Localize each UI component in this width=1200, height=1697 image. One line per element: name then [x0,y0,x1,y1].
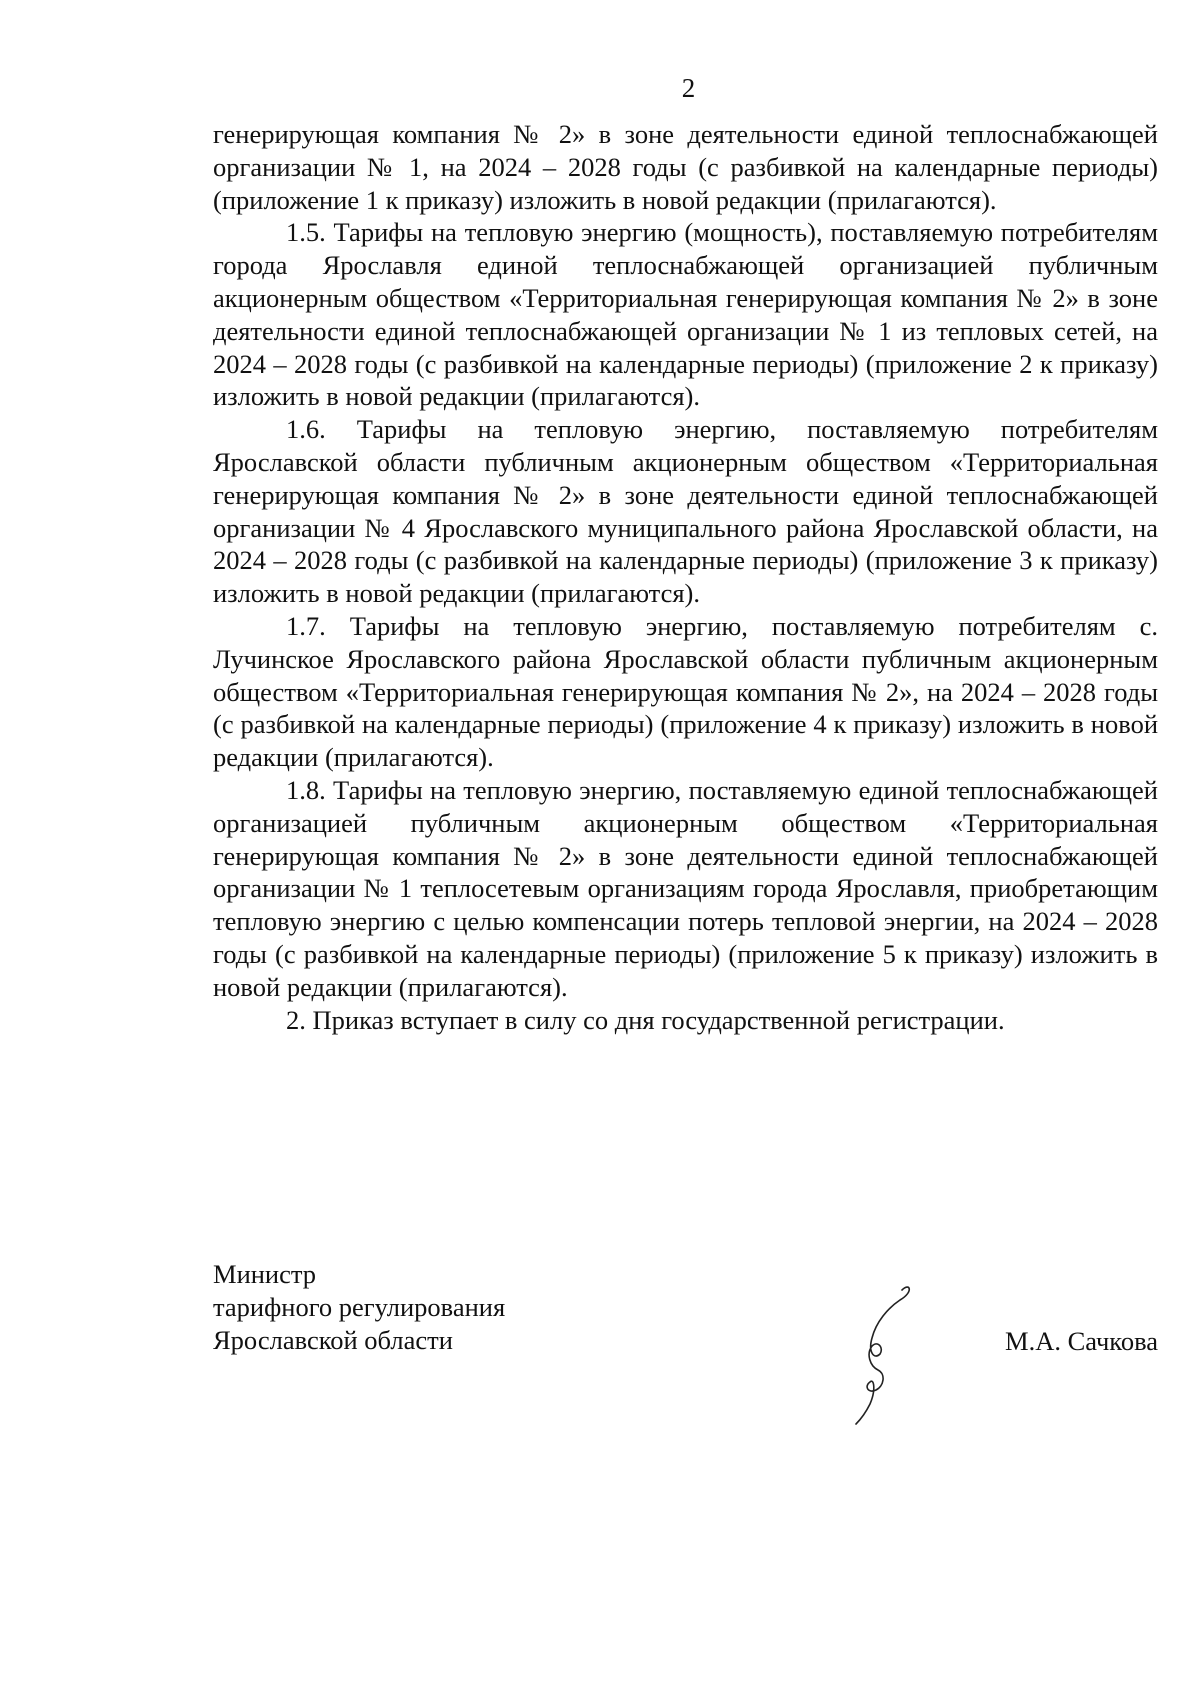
signatory-position-line-2: тарифного регулирования [213,1291,506,1322]
paragraph-1-5: 1.5. Тарифы на тепловую энергию (мощность), поставляемую потребителям города Ярославля единой теплоснабжающей организацией публичным акционерным обществом «Территориальная генерирующая компания № 2» в зоне деятельности единой теплоснабжающей организации № 1 из тепловых сетей, на 2024 – 2028 годы (с разбивкой на календарные периоды) (приложение 2 к приказу) изложить в новой редакции (прилагаются). [213,217,1158,412]
signatory-name: М.А. Сачкова [1005,1326,1158,1356]
signatory-position-line-3: Ярославской области [213,1324,453,1355]
signatory-position [213,1258,505,1356]
handwritten-signature [840,1278,930,1428]
paragraph-1-7: 1.7. Тарифы на тепловую энергию, поставляемую потребителям с. Лучинское Ярославского района Ярославской области публичным акционерным обществом «Территориальная генерирующая компания № 2», на 2024 – 2028 годы (с разбивкой на календарные периоды) (приложение 4 к приказу) изложить в новой редакции (прилагаются). [213,610,1158,773]
page-number: 2 [681,73,696,103]
paragraph-continuation: генерирующая компания № 2» в зоне деятельности единой теплоснабжающей организации № 1, на 2024 – 2028 годы (с разбивкой на календарные периоды) (приложение 1 к приказу) изложить в новой редакции (прилагаются). [213,119,1158,215]
signatory-position-line-1: Министр [213,1259,317,1289]
paragraph-1-6: 1.6. Тарифы на тепловую энергию, поставляемую потребителям Ярославской области публичным акционерным обществом «Территориальная генерирующая компания № 2» в зоне деятельности единой теплоснабжающей организации № 4 Ярославского муниципального района Ярославской области, на 2024 – 2028 годы (с разбивкой на календарные периоды) (приложение 3 к приказу) изложить в новой редакции (прилагаются). [213,414,1158,609]
document-body [213,118,1158,1036]
paragraph-2: 2. Приказ вступает в силу со дня государственной регистрации. [286,1004,1005,1035]
paragraph-1-8: 1.8. Тарифы на тепловую энергию, поставляемую единой теплоснабжающей организацией публичным акционерным обществом «Территориальная генерирующая компания № 2» в зоне деятельности единой теплоснабжающей организации № 1 теплосетевым организациям города Ярославля, приобретающим тепловую энергию с целью компенсации потерь тепловой энергии, на 2024 – 2028 годы (с разбивкой на календарные периоды) (приложение 5 к приказу) изложить в новой редакции (прилагаются). [213,774,1158,1002]
